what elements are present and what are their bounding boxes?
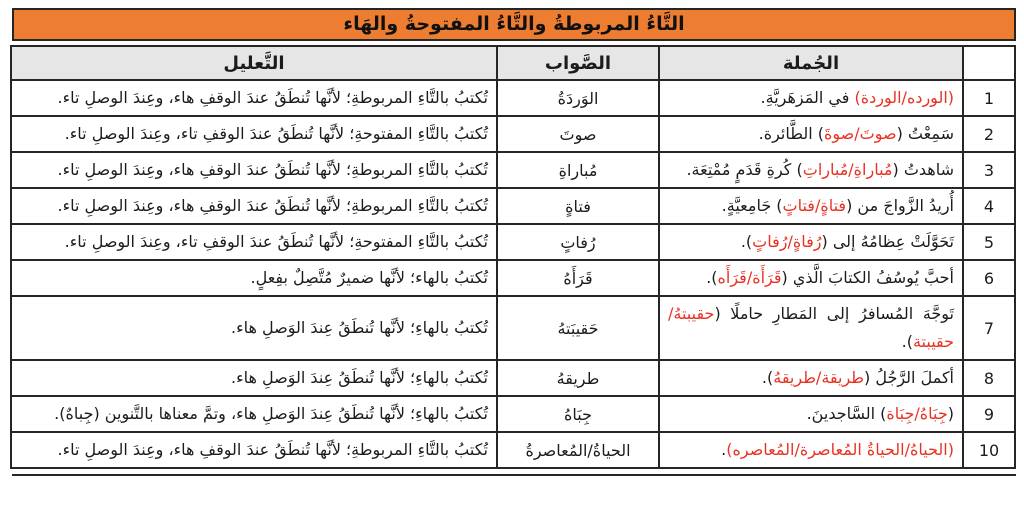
sentence-text: ). xyxy=(706,268,718,287)
answer-cell: صوتَ xyxy=(497,116,659,152)
sentence-text: في المَزهَريَّةِ. xyxy=(760,88,855,107)
sentence-option-red: فتاةٍ/فتاتٍ xyxy=(782,196,847,215)
row-number: 1 xyxy=(963,80,1015,116)
sentence-text: أُريدُ الزَّواجَ من ( xyxy=(846,196,954,215)
row-number: 4 xyxy=(963,188,1015,224)
explanation-cell: تُكتبُ بالتَّاءِ المفتوحةِ؛ لأنَّها تُنطَقُ عندَ الوقفِ تاء، وعِندَ الوصلِ تاء. xyxy=(11,116,497,152)
sentence-text: تَوجَّهَ المُسافرُ إلى المَطارِ حاملًا ( xyxy=(714,304,954,323)
sentence-text: شاهدتُ ( xyxy=(892,160,954,179)
table-header xyxy=(11,46,1015,80)
row-number: 10 xyxy=(963,432,1015,468)
table-row xyxy=(11,116,1015,152)
sentence-cell xyxy=(659,296,963,360)
table-row xyxy=(11,260,1015,296)
explanation-cell: تُكتبُ بالتَّاءِ المفتوحةِ؛ لأنَّها تُنطَقُ عندَ الوقفِ تاء، وعِندَ الوصلِ تاء. xyxy=(11,224,497,260)
table-body xyxy=(11,80,1015,468)
answer-cell: جِبَاهُ xyxy=(497,396,659,432)
explanation-cell: تُكتبُ بالتَّاءِ المربوطةِ؛ لأنَّها تُنطَقُ عندَ الوقفِ هاء، وعِندَ الوصلِ تاء. xyxy=(11,152,497,188)
explanation-cell: تُكتبُ بالهاء؛ لأنَّها ضميرٌ مُتَّصِلٌ بفِعلٍ. xyxy=(11,260,497,296)
sentence-option-red: حقيبتهُ/حقيبتة xyxy=(668,304,954,351)
explanation-cell: تُكتبُ بالهاءِ؛ لأنَّها تُنطَقُ عِندَ الوَصلِ هاء، وتمَّ معناها بالتَّنوين (جِباهٌ). xyxy=(11,396,497,432)
sentence-option-red: رُفاةٍ/رُفاتٍ xyxy=(752,232,822,251)
col-header-explanation: التَّعليل xyxy=(11,46,497,80)
sentence-option-red: (الورده/الوردة) xyxy=(854,88,954,107)
table-row xyxy=(11,432,1015,468)
sentence-text: ). xyxy=(901,332,913,351)
row-number: 7 xyxy=(963,296,1015,360)
sentence-text: تَحَوَّلَتْ عِظامُهُ إلى ( xyxy=(821,232,954,251)
table-row xyxy=(11,152,1015,188)
sentence-text: أحبَّ يُوسُفُ الكتابَ الَّذي ( xyxy=(781,268,954,287)
sentence-text: ) السَّاجدينَ. xyxy=(806,404,887,423)
table-row xyxy=(11,80,1015,116)
sentence-option-red: صوتَ/صوةَ xyxy=(824,124,897,143)
sentence-text: ). xyxy=(740,232,753,251)
sentence-cell xyxy=(659,188,963,224)
next-table-row-edge xyxy=(12,474,1016,476)
answer-cell: قَرَأَهُ xyxy=(497,260,659,296)
col-header-sentence: الجُملة xyxy=(659,46,963,80)
row-number: 5 xyxy=(963,224,1015,260)
table-row xyxy=(11,296,1015,360)
sentence-text: . xyxy=(721,440,727,459)
table-row xyxy=(11,360,1015,396)
answer-cell: طريقهُ xyxy=(497,360,659,396)
sentence-option-red: (الحياهُ/الحياةُ المُعاصرة/المُعاصره) xyxy=(726,440,954,459)
sentence-option-red: جِبَاهُ/جِبَاة xyxy=(886,404,948,423)
answer-cell: فتاةٍ xyxy=(497,188,659,224)
sentence-cell xyxy=(659,116,963,152)
answer-cell: مُباراةِ xyxy=(497,152,659,188)
row-number: 3 xyxy=(963,152,1015,188)
table-row xyxy=(11,396,1015,432)
answer-cell: الوَردَةُ xyxy=(497,80,659,116)
col-header-answer: الصَّواب xyxy=(497,46,659,80)
table-title-banner: التَّاءُ المربوطةُ والتَّاءُ المفتوحةُ والهَاء xyxy=(12,8,1016,41)
explanation-cell: تُكتبُ بالهاءِ؛ لأنَّها تُنطَقُ عِندَ الوَصلِ هاء. xyxy=(11,296,497,360)
sentence-text: ) الطَّائرة. xyxy=(758,124,825,143)
explanation-cell: تُكتبُ بالتَّاءِ المربوطةِ؛ لأنَّها تُنطَقُ عندَ الوقفِ هاء، وعِندَ الوصلِ تاء. xyxy=(11,188,497,224)
sentence-cell xyxy=(659,432,963,468)
row-number: 2 xyxy=(963,116,1015,152)
answer-cell: الحياةُ/المُعاصرةُ xyxy=(497,432,659,468)
sentence-text: ) جَامِعيَّةٍ. xyxy=(721,196,783,215)
explanation-cell: تُكتبُ بالتَّاءِ المربوطةِ؛ لأنَّها تُنطَقُ عندَ الوقفِ هاء، وعِندَ الوصلِ تاء. xyxy=(11,432,497,468)
sentence-cell xyxy=(659,260,963,296)
table-row xyxy=(11,224,1015,260)
table-row xyxy=(11,188,1015,224)
sentence-text: أكملَ الرَّجُلُ ( xyxy=(864,368,954,387)
row-number: 9 xyxy=(963,396,1015,432)
sentence-cell xyxy=(659,224,963,260)
sentence-cell xyxy=(659,360,963,396)
header-row xyxy=(11,46,1015,80)
row-number: 6 xyxy=(963,260,1015,296)
explanation-cell: تُكتبُ بالهاءِ؛ لأنَّها تُنطَقُ عِندَ الوَصلِ هاء. xyxy=(11,360,497,396)
answer-cell: حَقيبَتهُ xyxy=(497,296,659,360)
sentence-option-red: قَرَأَة/قَرَأَه xyxy=(717,268,782,287)
explanation-cell: تُكتبُ بالتَّاءِ المربوطةِ؛ لأنَّها تُنطَقُ عندَ الوقفِ هاء، وعِندَ الوصلِ تاء. xyxy=(11,80,497,116)
sentence-text: ). xyxy=(761,368,774,387)
sentence-text: ) كُرةِ قَدَمٍ مُمْتِعَة. xyxy=(686,160,803,179)
col-header-number xyxy=(963,46,1015,80)
answer-cell: رُفاتٍ xyxy=(497,224,659,260)
sentence-option-red: طريقة/طريقهُ xyxy=(773,368,864,387)
taa-rules-table xyxy=(10,45,1016,469)
sentence-cell xyxy=(659,80,963,116)
row-number: 8 xyxy=(963,360,1015,396)
sentence-cell xyxy=(659,396,963,432)
sentence-text: ( xyxy=(947,404,954,423)
sentence-text: سَمِعْتُ ( xyxy=(896,124,954,143)
sentence-cell xyxy=(659,152,963,188)
sentence-option-red: مُباراةِ/مُباراتِ xyxy=(802,160,893,179)
